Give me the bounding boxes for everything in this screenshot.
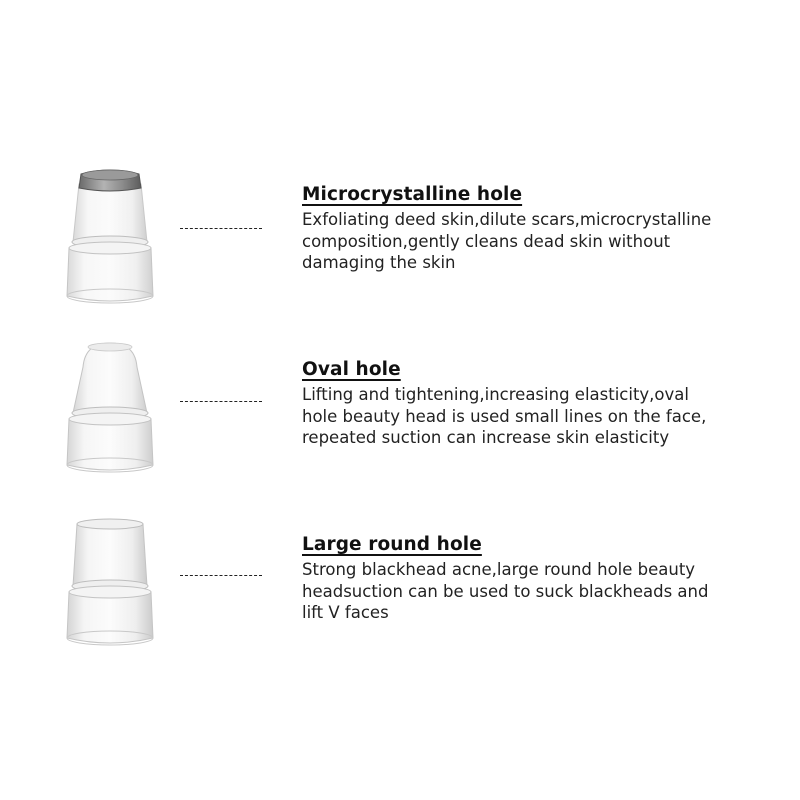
connector-dashes: [180, 228, 262, 229]
large-round-tip-icon: [55, 514, 165, 664]
tip-description: Lifting and tightening,increasing elasticity,oval hole beauty head is used small lines on the face, repeated suction can increase skin elasticity: [302, 385, 707, 447]
connector-dashes: [180, 575, 262, 576]
info-block: [302, 184, 782, 274]
connector-dashes: [180, 401, 262, 402]
tip-row-oval: [0, 325, 800, 485]
info-block: [302, 534, 782, 624]
tip-description: Strong blackhead acne,large round hole beauty headsuction can be used to suck blackheads and lift V faces: [302, 560, 709, 622]
microcrystalline-tip-icon: [55, 160, 165, 310]
info-block: [302, 359, 782, 449]
tip-title: Microcrystalline hole: [302, 184, 523, 205]
tip-row-large-round: [0, 500, 800, 660]
oval-tip-icon: [55, 337, 165, 487]
tip-title: Oval hole: [302, 359, 401, 380]
tip-title: Large round hole: [302, 534, 482, 555]
tip-row-microcrystalline: [0, 150, 800, 310]
tip-description: Exfoliating deed skin,dilute scars,microcrystalline composition,gently cleans dead skin without damaging the skin: [302, 210, 712, 272]
